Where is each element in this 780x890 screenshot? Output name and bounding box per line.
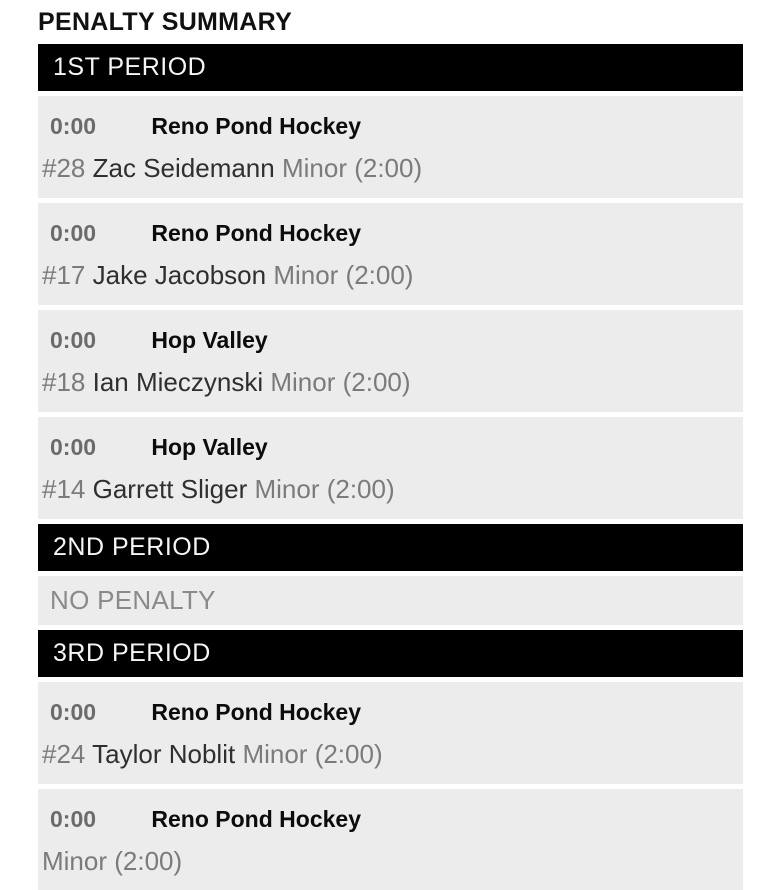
penalty-infraction: Minor (2:00)	[42, 846, 183, 876]
player-number: #17	[42, 260, 86, 290]
penalty-row-header	[50, 108, 733, 144]
penalty-team: Reno Pond Hockey	[151, 113, 361, 139]
penalty-row	[38, 203, 743, 305]
player-number: #28	[42, 153, 86, 183]
penalty-row	[38, 417, 743, 519]
penalty-team: Reno Pond Hockey	[151, 806, 361, 832]
player-name: Taylor Noblit	[92, 739, 236, 769]
penalty-time: 0:00	[50, 806, 97, 832]
player-number: #14	[42, 474, 86, 504]
penalty-row-detail	[42, 148, 733, 188]
penalty-row-header	[50, 801, 733, 837]
penalty-row	[38, 310, 743, 412]
penalty-row	[38, 789, 743, 890]
period-header-3rd: 3RD PERIOD	[38, 630, 743, 677]
player-name: Garrett Sliger	[92, 474, 248, 504]
penalty-team: Hop Valley	[151, 434, 268, 460]
penalty-time: 0:00	[50, 434, 97, 460]
player-name: Ian Mieczynski	[92, 367, 264, 397]
player-number: #18	[42, 367, 86, 397]
penalty-time: 0:00	[50, 327, 97, 353]
penalty-infraction: Minor (2:00)	[270, 367, 411, 397]
penalty-row-header	[50, 694, 733, 730]
player-name: Jake Jacobson	[92, 260, 267, 290]
penalty-team: Reno Pond Hockey	[151, 220, 361, 246]
penalty-infraction: Minor (2:00)	[242, 739, 383, 769]
penalty-infraction: Minor (2:00)	[254, 474, 395, 504]
penalty-row-header	[50, 322, 733, 358]
penalty-row-detail	[42, 469, 733, 509]
penalty-infraction: Minor (2:00)	[281, 153, 423, 183]
no-penalty-label: NO PENALTY	[38, 576, 743, 625]
player-number: #24	[42, 739, 86, 769]
player-name: Zac Seidemann	[92, 153, 275, 183]
penalty-row-detail	[42, 734, 733, 774]
penalty-row-header	[50, 429, 733, 465]
penalty-row-detail	[42, 362, 733, 402]
penalty-row	[38, 96, 743, 198]
penalty-team: Hop Valley	[151, 327, 268, 353]
penalty-time: 0:00	[50, 220, 97, 246]
page-title: PENALTY SUMMARY	[38, 8, 293, 36]
penalty-infraction: Minor (2:00)	[273, 260, 414, 290]
period-header-1st: 1ST PERIOD	[38, 44, 743, 91]
penalty-row-detail	[42, 255, 733, 295]
penalty-row	[38, 682, 743, 784]
penalty-team: Reno Pond Hockey	[151, 699, 361, 725]
penalty-time: 0:00	[50, 699, 97, 725]
penalty-row-detail	[42, 841, 733, 881]
penalty-time: 0:00	[50, 113, 97, 139]
penalty-row-header	[50, 215, 733, 251]
period-header-2nd: 2ND PERIOD	[38, 524, 743, 571]
